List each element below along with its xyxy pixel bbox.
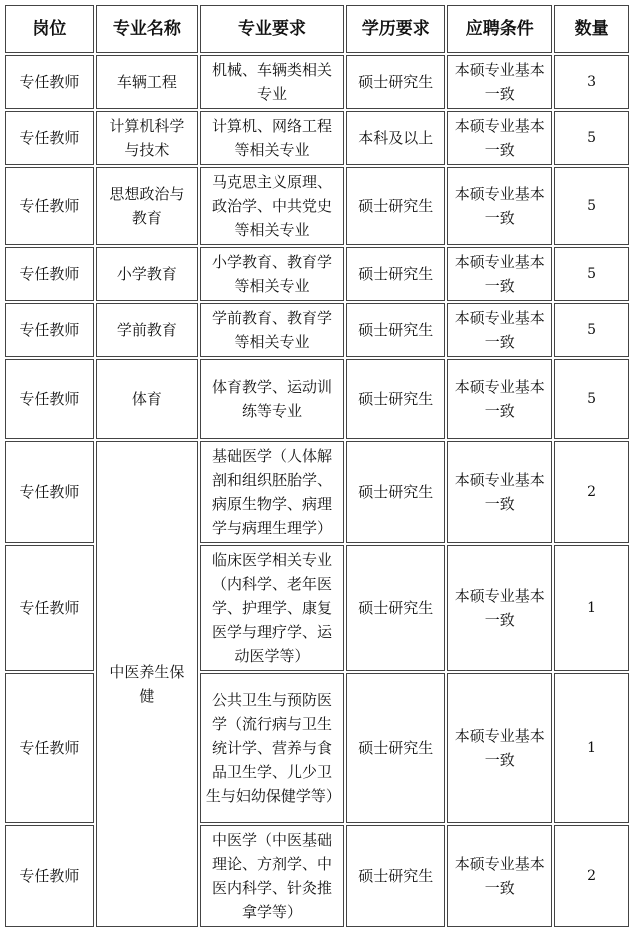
cell-requirement: 中医学（中医基础理论、方剂学、中医内科学、针灸推拿学等） [200, 825, 344, 927]
cell-requirement: 计算机、网络工程等相关专业 [200, 111, 344, 165]
table-row [5, 303, 629, 357]
cell-post: 专任教师 [5, 825, 94, 927]
table-row [5, 359, 629, 439]
cell-requirement: 体育教学、运动训练等专业 [200, 359, 344, 439]
cell-education: 硕士研究生 [346, 359, 445, 439]
header-education: 学历要求 [346, 5, 445, 53]
cell-requirement: 学前教育、教育学等相关专业 [200, 303, 344, 357]
cell-count: 5 [554, 359, 629, 439]
cell-condition: 本硕专业基本一致 [447, 441, 552, 543]
cell-major: 思想政治与教育 [96, 167, 198, 245]
cell-education: 硕士研究生 [346, 167, 445, 245]
header-condition: 应聘条件 [447, 5, 552, 53]
cell-condition: 本硕专业基本一致 [447, 545, 552, 671]
table-row [5, 441, 629, 543]
header-major: 专业名称 [96, 5, 198, 53]
cell-requirement: 小学教育、教育学等相关专业 [200, 247, 344, 301]
cell-requirement: 临床医学相关专业（内科学、老年医学、护理学、康复医学与理疗学、运动医学等） [200, 545, 344, 671]
cell-post: 专任教师 [5, 545, 94, 671]
cell-count: 3 [554, 55, 629, 109]
cell-education: 硕士研究生 [346, 441, 445, 543]
cell-post: 专任教师 [5, 247, 94, 301]
header-count: 数量 [554, 5, 629, 53]
cell-post: 专任教师 [5, 55, 94, 109]
cell-post: 专任教师 [5, 441, 94, 543]
table-row [5, 167, 629, 245]
cell-education: 硕士研究生 [346, 247, 445, 301]
cell-condition: 本硕专业基本一致 [447, 55, 552, 109]
header-row [5, 5, 629, 53]
cell-condition: 本硕专业基本一致 [447, 303, 552, 357]
cell-condition: 本硕专业基本一致 [447, 167, 552, 245]
cell-major: 车辆工程 [96, 55, 198, 109]
cell-count: 1 [554, 545, 629, 671]
cell-education: 硕士研究生 [346, 825, 445, 927]
header-requirement: 专业要求 [200, 5, 344, 53]
cell-requirement: 基础医学（人体解剖和组织胚胎学、病原生物学、病理学与病理生理学） [200, 441, 344, 543]
cell-post: 专任教师 [5, 303, 94, 357]
cell-requirement: 机械、车辆类相关专业 [200, 55, 344, 109]
cell-post: 专任教师 [5, 167, 94, 245]
cell-post: 专任教师 [5, 111, 94, 165]
cell-count: 2 [554, 825, 629, 927]
cell-condition: 本硕专业基本一致 [447, 359, 552, 439]
cell-education: 硕士研究生 [346, 303, 445, 357]
table-row [5, 55, 629, 109]
cell-education: 本科及以上 [346, 111, 445, 165]
cell-post: 专任教师 [5, 359, 94, 439]
cell-education: 硕士研究生 [346, 55, 445, 109]
cell-major: 体育 [96, 359, 198, 439]
cell-major: 计算机科学与技术 [96, 111, 198, 165]
cell-count: 5 [554, 247, 629, 301]
recruitment-table [3, 3, 631, 929]
cell-count: 5 [554, 303, 629, 357]
cell-education: 硕士研究生 [346, 673, 445, 823]
cell-post: 专任教师 [5, 673, 94, 823]
cell-count: 1 [554, 673, 629, 823]
cell-condition: 本硕专业基本一致 [447, 825, 552, 927]
cell-education: 硕士研究生 [346, 545, 445, 671]
cell-count: 5 [554, 111, 629, 165]
table-row [5, 247, 629, 301]
cell-major: 学前教育 [96, 303, 198, 357]
cell-condition: 本硕专业基本一致 [447, 673, 552, 823]
table-row [5, 111, 629, 165]
cell-condition: 本硕专业基本一致 [447, 247, 552, 301]
cell-count: 5 [554, 167, 629, 245]
cell-major: 小学教育 [96, 247, 198, 301]
cell-requirement: 公共卫生与预防医学（流行病与卫生统计学、营养与食品卫生学、儿少卫生与妇幼保健学等） [200, 673, 344, 823]
cell-requirement: 马克思主义原理、政治学、中共党史等相关专业 [200, 167, 344, 245]
cell-count: 2 [554, 441, 629, 543]
cell-major-merged: 中医养生保健 [96, 441, 198, 927]
cell-condition: 本硕专业基本一致 [447, 111, 552, 165]
header-post: 岗位 [5, 5, 94, 53]
